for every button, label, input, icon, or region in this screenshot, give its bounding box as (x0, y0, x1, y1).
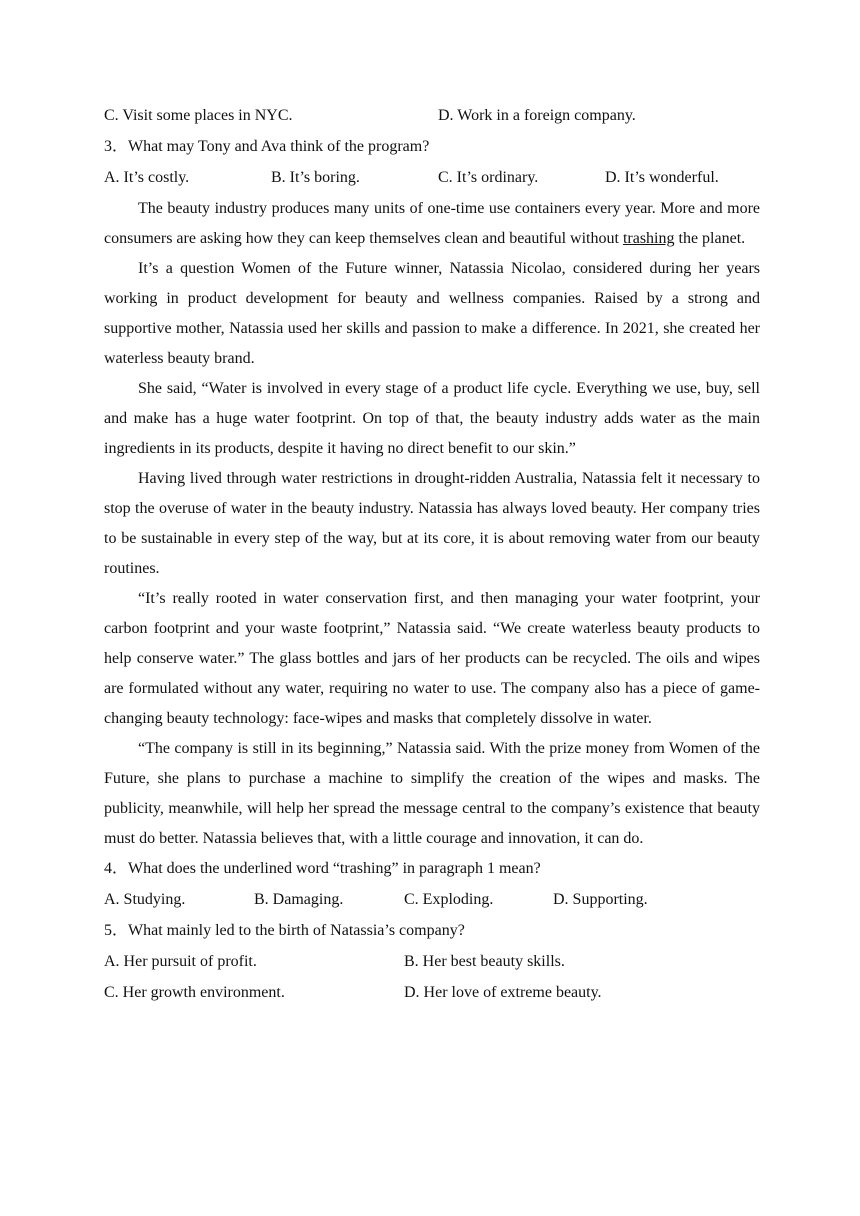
q5-option-b[interactable]: B. Her best beauty skills. (404, 953, 565, 970)
q3-option-d[interactable]: D. It’s wonderful. (605, 169, 719, 186)
q5-option-d[interactable]: D. Her love of extreme beauty. (404, 984, 602, 1001)
q3-question: 3．What may Tony and Ava think of the program? (104, 138, 430, 155)
passage-paragraph-1 (104, 194, 760, 254)
document-page (104, 100, 760, 1008)
passage-paragraph-2: It’s a question Women of the Future winner, Natassia Nicolao, considered during her years working in product development for beauty and wellness companies. Raised by a strong and supportive mother, Natassia used her skills and passion to make a difference. In 2021, she created her waterless beauty brand. (104, 260, 760, 367)
q4-option-c[interactable]: C. Exploding. (404, 891, 494, 908)
q4-question: 4．What does the underlined word “trashing” in paragraph 1 mean? (104, 860, 541, 877)
passage-paragraph-3: She said, “Water is involved in every stage of a product life cycle. Everything we use, buy, sell and make has a huge water footprint. On top of that, the beauty industry adds water as the main ingredients in its products, despite it having no direct benefit to our skin.” (104, 380, 760, 457)
q3-option-c[interactable]: C. It’s ordinary. (438, 169, 539, 186)
q3-option-b[interactable]: B. It’s boring. (271, 169, 360, 186)
q2-options-row (104, 100, 760, 132)
passage-paragraph-6: “The company is still in its beginning,” Natassia said. With the prize money from Women of the Future, she plans to purchase a machine to simplify the creation of the wipes and masks. The publicity, meanwhile, will help her spread the message central to the company’s existence that beauty must do better. Natassia believes that, with a little courage and innovation, it can do. (104, 740, 760, 847)
q4-option-d[interactable]: D. Supporting. (553, 891, 648, 908)
q3-options-row (104, 162, 760, 194)
passage-paragraph-5: “It’s really rooted in water conservation first, and then managing your water footprint, your carbon footprint and your waste footprint,” Natassia said. “We create waterless beauty products to help conserve water.” The glass bottles and jars of her products can be recycled. The oils and wipes are formulated without any water, requiring no water to use. The company also has a piece of game-changing beauty technology: face-wipes and masks that completely dissolve in water. (104, 590, 760, 727)
q2-option-c[interactable]: C. Visit some places in NYC. (104, 107, 293, 124)
p1-before: The beauty industry produces many units of one-time use containers every year. More and more consumers are asking how they can keep themselves clean and beautiful without (104, 200, 760, 247)
reading-passage (104, 194, 760, 854)
q3-option-a[interactable]: A. It’s costly. (104, 169, 190, 186)
q2-option-d[interactable]: D. Work in a foreign company. (438, 107, 636, 124)
q4-options-row (104, 884, 760, 916)
underlined-word: trashing (622, 230, 675, 247)
q5-option-a[interactable]: A. Her pursuit of profit. (104, 953, 257, 970)
q5-options-row-1 (104, 946, 760, 978)
q4-option-b[interactable]: B. Damaging. (254, 891, 344, 908)
q5-question: 5．What mainly led to the birth of Natassia’s company? (104, 922, 465, 939)
q4-option-a[interactable]: A. Studying. (104, 891, 186, 908)
q5-options-row-2 (104, 978, 760, 1008)
q5-option-c[interactable]: C. Her growth environment. (104, 984, 285, 1001)
p1-after: the planet. (674, 230, 746, 247)
passage-paragraph-4: Having lived through water restrictions in drought-ridden Australia, Natassia felt it necessary to stop the overuse of water in the beauty industry. Natassia has always loved beauty. Her company tries to be sustainable in every step of the way, but at its core, it is about removing water from our beauty routines. (104, 470, 760, 577)
